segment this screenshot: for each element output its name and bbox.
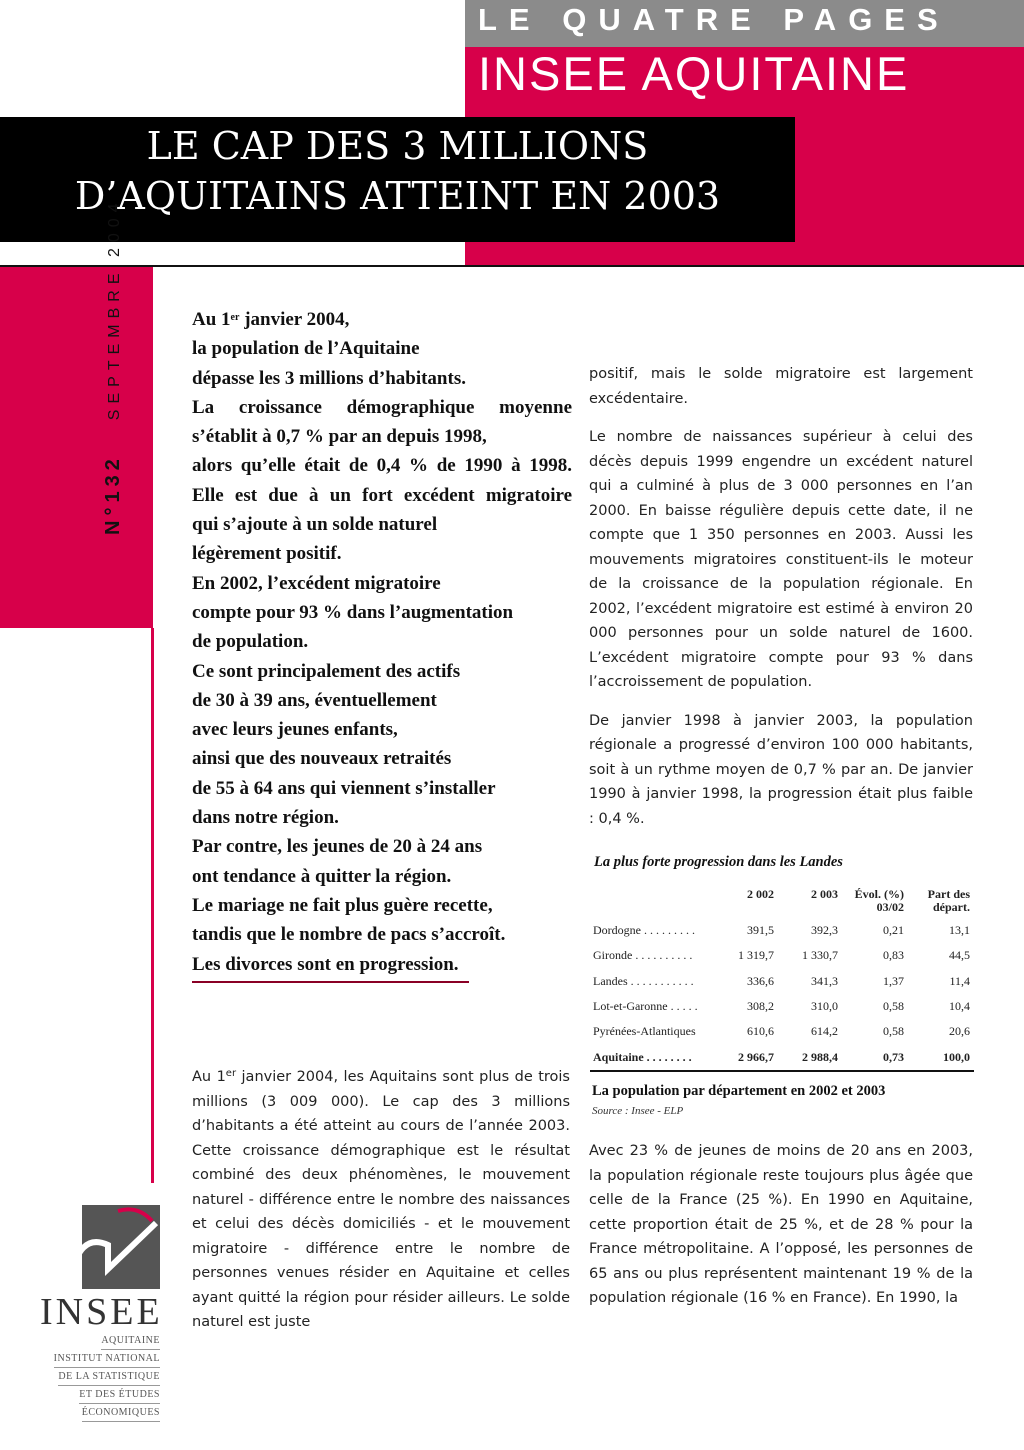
intro-line: En 2002, l’excédent migratoire [192, 572, 441, 594]
logo-line: INSTITUT NATIONAL [54, 1350, 160, 1368]
header-share: Part des départ. [927, 887, 970, 914]
table-row: Lot-et-Garonne . . . . . 308,2 310,0 0,58 10,4 [593, 999, 970, 1014]
body-column-right [589, 362, 973, 845]
logo-region: AQUITAINE [101, 1332, 160, 1350]
intro-line: Les divorces sont en progression. [192, 953, 459, 975]
left-band [0, 267, 153, 628]
logo-wordmark: INSEE [40, 1291, 163, 1333]
intro-line: avec leurs jeunes enfants, [192, 719, 398, 741]
header-2003: 2 003 [811, 887, 838, 901]
body-paragraph: positif, mais le solde migratoire est largement excédentaire. [589, 366, 973, 407]
population-table [590, 888, 974, 1072]
table-row: Pyrénées-Atlantiques 610,6 614,2 0,58 20,6 [593, 1024, 970, 1039]
issue-number: N°132 [102, 454, 124, 535]
header-2002: 2 002 [747, 887, 774, 901]
header-empty [590, 888, 722, 918]
body-paragraph: De janvier 1998 à janvier 2003, la population régionale a progressé d’environ 100 000 habitants, soit à un rythme moyen de 0,7 % par an. De janvier 1990 à janvier 1998, la progression était plus faible : 0,4 %. [589, 712, 973, 827]
intro-line: tandis que le nombre de pacs s’accroît. [192, 924, 506, 946]
intro-line: de 30 à 39 ans, éventuellement [192, 689, 437, 711]
body-column-right-bottom [589, 1139, 973, 1325]
intro-line: alors qu’elle était de 0,4 % de 1990 à 1998. [192, 455, 572, 477]
intro-line: Au 1er janvier 2004, [192, 309, 350, 330]
logo-subtitle [40, 1332, 160, 1422]
table-total-row: Aquitaine . . . . . . . . 2 966,7 2 988,4 0,73 100,0 [590, 1044, 974, 1070]
logo-line: ET DES ÉTUDES [79, 1386, 160, 1404]
intro-line: s’établit à 0,7 % par an depuis 1998, [192, 426, 487, 448]
intro-line: Par contre, les jeunes de 20 à 24 ans [192, 836, 483, 858]
intro-line: Ce sont principalement des actifs [192, 660, 461, 682]
table-title: La plus forte progression dans les Landes [594, 854, 843, 870]
left-rule [151, 628, 154, 1183]
intro-summary [192, 305, 572, 979]
intro-separator [192, 981, 469, 983]
intro-line: légèrement positif. [192, 543, 342, 565]
logo-line: DE LA STATISTIQUE [58, 1368, 160, 1386]
body-paragraph-left: Au 1er janvier 2004, les Aquitains sont plus de trois millions (3 009 000). Le cap des 3 millions d’habitants a été atteint au cours de l’année 2003. Cette croissance démographique est le résultat combiné des deux phénomènes, le mouvement naturel - différence entre le nombre des naissances et celui des décès domiciliés - et le mouvement migratoire - différence entre le nombre de personnes venues résider en Aquitaine et celles ayant quitté la région pour résider ailleurs. Le solde naturel est juste [192, 1068, 570, 1330]
intro-line: de population. [192, 631, 309, 653]
table-source: Source : Insee - ELP [592, 1105, 684, 1117]
title-line-1: LE CAP DES 3 MILLIONS [146, 124, 649, 168]
table-caption: La population par département en 2002 et 2003 [592, 1083, 886, 1099]
insee-logo-icon [68, 1203, 162, 1297]
intro-line: dépasse les 3 millions d’habitants. [192, 367, 466, 389]
table-row: Dordogne . . . . . . . . . 391,5 392,3 0,21 13,1 [593, 923, 970, 938]
series-title: LE QUATRE PAGES [478, 2, 950, 37]
intro-line: ont tendance à quitter la région. [192, 865, 452, 887]
table-row: Landes . . . . . . . . . . . 336,6 341,3 1,37 11,4 [593, 973, 970, 988]
intro-line: La croissance démographique moyenne [192, 396, 572, 418]
intro-line: qui s’ajoute à un solde naturel [192, 514, 438, 536]
issue-label [102, 197, 125, 535]
header-evolution: Évol. (%) 03/02 [854, 887, 904, 914]
body-paragraph: Avec 23 % de jeunes de moins de 20 ans en 2003, la population régionale reste toujours plus âgée que celle de la France (25 %). En 1990 en Aquitaine, cette proportion était de 25 %, et de 28 % pour la France métropolitaine. A l’opposé, les personnes de 65 ans ou plus représentent maintenant 19 % de la population régionale (16 % en France). En 1990, la [589, 1143, 973, 1306]
title-line-2: D’AQUITAINS ATTEINT EN 2003 [74, 174, 721, 218]
table-header-row [590, 888, 974, 918]
intro-line: compte pour 93 % dans l’augmentation [192, 601, 514, 623]
intro-line: dans notre région. [192, 807, 339, 829]
intro-line: ainsi que des nouveaux retraités [192, 748, 452, 770]
organization-name: INSEE AQUITAINE [478, 47, 910, 100]
intro-line: la population de l’Aquitaine [192, 338, 420, 360]
table-row: Gironde . . . . . . . . . . 1 319,7 1 330,7 0,83 44,5 [593, 948, 970, 963]
header-divider [0, 265, 1024, 267]
body-paragraph: Le nombre de naissances supérieur à celui des décès depuis 1999 engendre un excédent naturel qui a culminé à plus de 3 000 personnes en l’an 2000. En baisse régulière depuis cette date, il ne compte que 1 350 personnes en 2003. Aussi les mouvements migratoires constituent-ils le moteur de la croissance de la population régionale. En 2002, l’excédent migratoire est estimé à environ 20 000 personnes pour un solde naturel de 1600. L’excédent migratoire compte pour 93 % dans l’accroissement de population. [589, 429, 973, 690]
intro-line: de 55 à 64 ans qui viennent s’installer [192, 777, 496, 799]
intro-line: Elle est due à un fort excédent migratoire [192, 484, 572, 506]
intro-line: Le mariage ne fait plus guère recette, [192, 894, 493, 916]
issue-date: SEPTEMBRE 2004 [106, 197, 123, 421]
logo-line: ÉCONOMIQUES [82, 1404, 160, 1422]
